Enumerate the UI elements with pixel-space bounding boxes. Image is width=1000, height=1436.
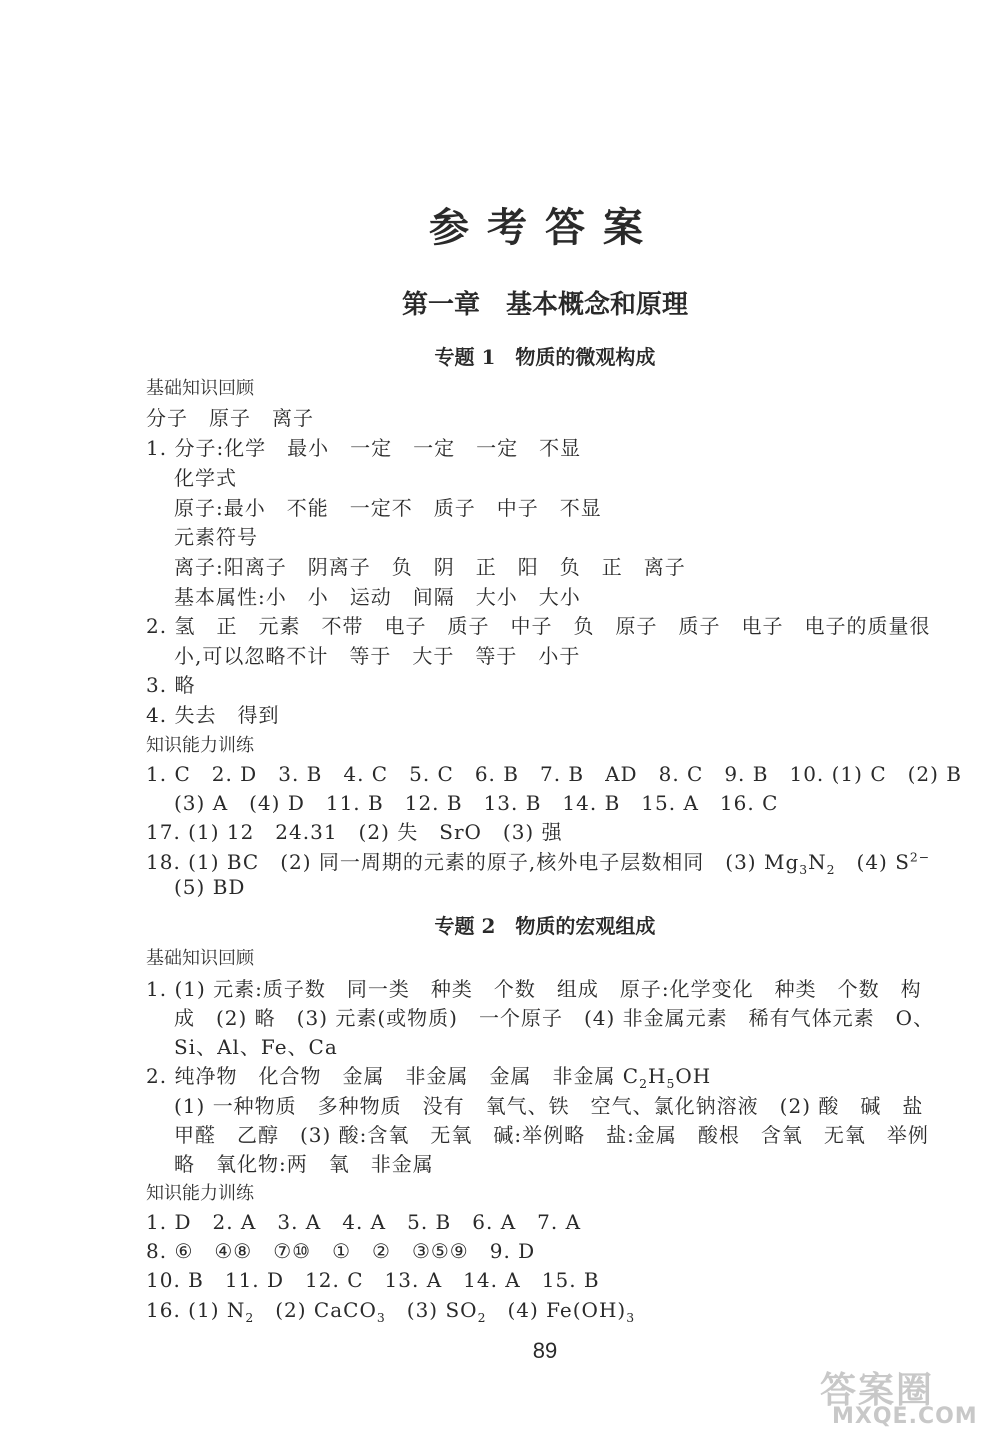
page-number: 89 xyxy=(532,1338,558,1363)
answer-line: 1. (1) 元素:质子数 同一类 种类 个数 组成 原子:化学变化 种类 个数 构 xyxy=(146,977,922,1001)
topic-1-train-section: 知识能力训练 xyxy=(146,735,254,756)
topic-2-basic-section: 基础知识回顾 xyxy=(146,948,254,969)
answer-line: (3) A (4) D 11. B 12. B 13. B 14. B 15. A 16. C xyxy=(174,791,779,815)
chapter-heading: 第一章 基本概念和原理 xyxy=(401,290,688,320)
answer-line: 17. (1) 12 24.31 (2) 失 SrO (3) 强 xyxy=(146,820,563,844)
page-title: 参考答案 xyxy=(429,204,661,251)
watermark-logo xyxy=(820,1362,995,1436)
answer-line: 8. ⑥ ④⑧ ⑦⑩ ① ② ③⑤⑨ 9. D xyxy=(146,1239,536,1263)
answer-line: 3. 略 xyxy=(146,673,196,697)
answer-line: 1. C 2. D 3. B 4. C 5. C 6. B 7. B AD 8. C 9. B 10. (1) C (2) B xyxy=(146,762,963,786)
answer-line: 成 (2) 略 (3) 元素(或物质) 一个原子 (4) 非金属元素 稀有气体元素 O、 xyxy=(174,1006,935,1030)
answer-line: 甲醛 乙醇 (3) 酸:含氧 无氧 碱:举例略 盐:金属 酸根 含氧 无氧 举例 xyxy=(174,1123,929,1147)
answer-line: 离子:阳离子 阴离子 负 阴 正 阳 负 正 离子 xyxy=(174,555,686,579)
answer-line: 基本属性:小 小 运动 间隔 大小 大小 xyxy=(174,585,581,609)
answer-line: 元素符号 xyxy=(174,525,258,549)
answer-line: 2. 氢 正 元素 不带 电子 质子 中子 负 原子 质子 电子 电子的质量很 xyxy=(146,614,931,638)
answer-line-18: 18. (1) BC (2) 同一周期的元素的原子,核外电子层数相同 (3) $Mg_3N_2$ (4) $S^{2-}$ xyxy=(146,849,931,877)
answer-line: 1. 分子:化学 最小 一定 一定 一定 不显 xyxy=(146,436,582,460)
answer-line: (1) 一种物质 多种物质 没有 氧气、铁 空气、氯化钠溶液 (2) 酸 碱 盐 xyxy=(174,1094,924,1118)
answer-line: 小,可以忽略不计 等于 大于 等于 小于 xyxy=(174,644,581,668)
topic-2-heading: 专题 2 物质的宏观组成 xyxy=(434,914,656,938)
answer-line: 10. B 11. D 12. C 13. A 14. A 15. B xyxy=(146,1268,600,1292)
answer-line: 分子 原子 离子 xyxy=(146,406,314,430)
topic-1-heading: 专题 1 物质的微观构成 xyxy=(434,345,656,369)
answer-line: 化学式 xyxy=(174,466,237,490)
topic-2-train-section: 知识能力训练 xyxy=(146,1183,254,1204)
answer-line: 4. 失去 得到 xyxy=(146,703,280,727)
topic-1-basic-section: 基础知识回顾 xyxy=(146,378,254,399)
answer-line: 原子:最小 不能 一定不 质子 中子 不显 xyxy=(174,496,602,520)
watermark-url: MXQE.COM xyxy=(832,1404,978,1429)
answer-line: 1. D 2. A 3. A 4. A 5. B 6. A 7. A xyxy=(146,1210,582,1234)
answer-line-2: 2. 纯净物 化合物 金属 非金属 金属 非金属 $C_2H_5OH$ xyxy=(146,1064,712,1091)
answer-line: Si、Al、Fe、Ca xyxy=(174,1035,338,1059)
answer-line: (5) BD xyxy=(174,875,246,899)
watermark-badge: 答案圈 xyxy=(820,1370,935,1411)
answer-line: 略 氧化物:两 氧 非金属 xyxy=(174,1152,434,1176)
answer-line-16: 16. (1) $N_2$ (2) CaCO$_3$ (3) $SO_2$ (4) $Fe(OH)_3$ xyxy=(146,1298,636,1325)
